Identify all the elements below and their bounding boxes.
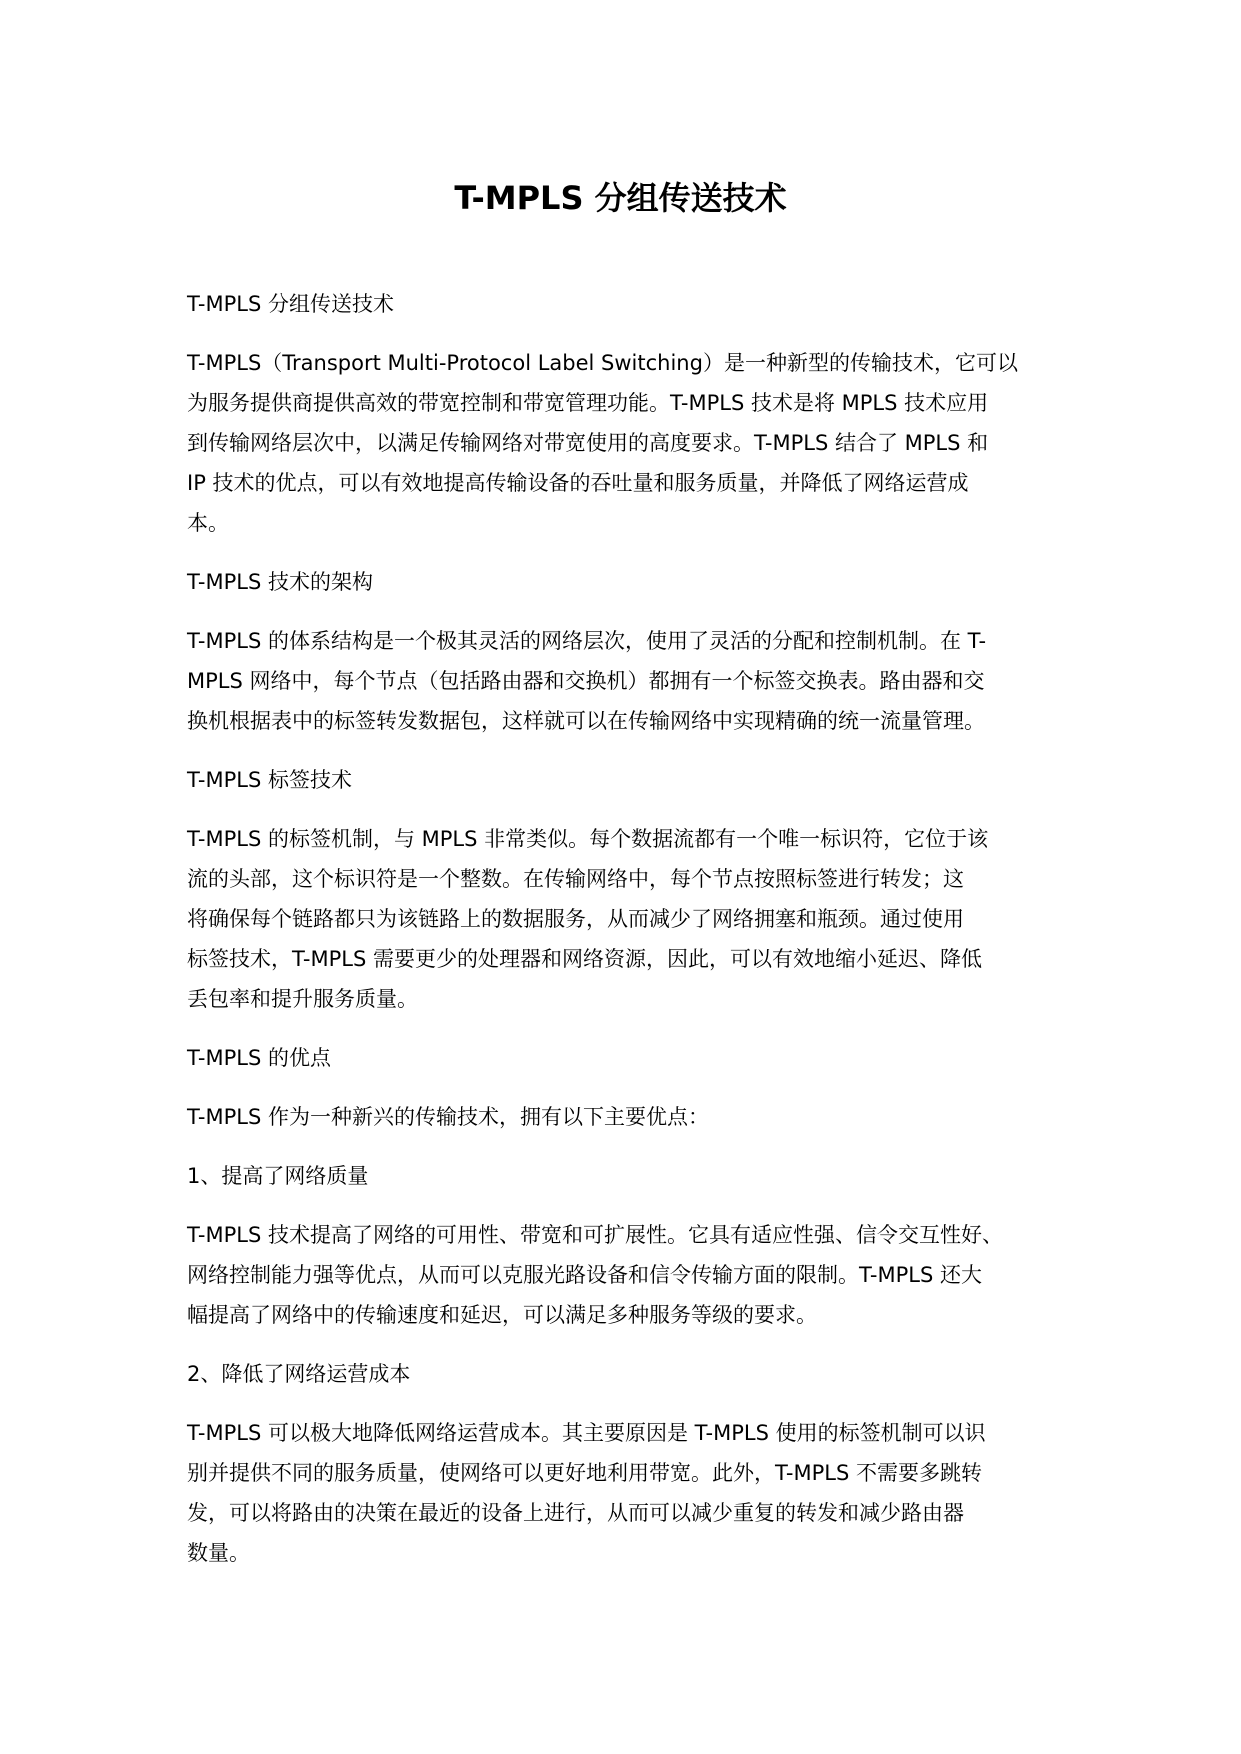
- paragraph-line: 标签技术，T-MPLS 需要更少的处理器和网络资源，因此，可以有效地缩小延迟、降低: [187, 947, 982, 971]
- paragraph: [187, 562, 1067, 602]
- paragraph-line: T-MPLS 的优点: [187, 1046, 331, 1070]
- paragraph-line: T-MPLS 技术的架构: [187, 570, 373, 594]
- paragraph-line: 为服务提供商提供高效的带宽控制和带宽管理功能。T-MPLS 技术是将 MPLS 技术应用: [187, 391, 989, 415]
- paragraph: [187, 1097, 1067, 1137]
- document-body: [187, 284, 1067, 1592]
- paragraph-line: 本。: [187, 511, 229, 535]
- paragraph: [187, 819, 1067, 1019]
- paragraph: [187, 1038, 1067, 1078]
- paragraph-line: T-MPLS 技术提高了网络的可用性、带宽和可扩展性。它具有适应性强、信令交互性好、: [187, 1223, 1003, 1247]
- paragraph-line: MPLS 网络中，每个节点（包括路由器和交换机）都拥有一个标签交换表。路由器和交: [187, 669, 985, 693]
- paragraph-line: T-MPLS 的体系结构是一个极其灵活的网络层次，使用了灵活的分配和控制机制。在 T-: [187, 629, 987, 653]
- paragraph-line: 发，可以将路由的决策在最近的设备上进行，从而可以减少重复的转发和减少路由器: [187, 1501, 964, 1525]
- paragraph: [187, 284, 1067, 324]
- paragraph-line: 将确保每个链路都只为该链路上的数据服务，从而减少了网络拥塞和瓶颈。通过使用: [187, 907, 964, 931]
- paragraph-line: IP 技术的优点，可以有效地提高传输设备的吞吐量和服务质量，并降低了网络运营成: [187, 471, 969, 495]
- paragraph-line: T-MPLS 作为一种新兴的传输技术，拥有以下主要优点：: [187, 1105, 709, 1129]
- paragraph-line: 幅提高了网络中的传输速度和延迟，可以满足多种服务等级的要求。: [187, 1303, 817, 1327]
- paragraph-line: 数量。: [187, 1541, 250, 1565]
- paragraph: [187, 1354, 1067, 1394]
- paragraph: [187, 1215, 1067, 1335]
- paragraph: [187, 343, 1067, 543]
- document-title: T-MPLS 分组传送技术: [454, 179, 787, 217]
- paragraph: [187, 1413, 1067, 1573]
- paragraph-line: 2、降低了网络运营成本: [187, 1362, 411, 1386]
- paragraph-line: T-MPLS 可以极大地降低网络运营成本。其主要原因是 T-MPLS 使用的标签机制可以识: [187, 1421, 986, 1445]
- paragraph-line: 换机根据表中的标签转发数据包，这样就可以在传输网络中实现精确的统一流量管理。: [187, 709, 985, 733]
- paragraph-line: 丢包率和提升服务质量。: [187, 987, 418, 1011]
- paragraph-line: T-MPLS 的标签机制，与 MPLS 非常类似。每个数据流都有一个唯一标识符，它位于该: [187, 827, 989, 851]
- paragraph: [187, 1156, 1067, 1196]
- paragraph-line: 到传输网络层次中，以满足传输网络对带宽使用的高度要求。T-MPLS 结合了 MPLS 和: [187, 431, 989, 455]
- paragraph-line: 1、提高了网络质量: [187, 1164, 369, 1188]
- paragraph-line: 网络控制能力强等优点，从而可以克服光路设备和信令传输方面的限制。T-MPLS 还大: [187, 1263, 982, 1287]
- paragraph-line: T-MPLS 标签技术: [187, 768, 352, 792]
- paragraph-line: T-MPLS（Transport Multi-Protocol Label Switching）是一种新型的传输技术，它可以: [187, 351, 1018, 375]
- paragraph: [187, 760, 1067, 800]
- paragraph-line: 流的头部，这个标识符是一个整数。在传输网络中，每个节点按照标签进行转发；这: [187, 867, 964, 891]
- paragraph-line: T-MPLS 分组传送技术: [187, 292, 394, 316]
- paragraph: [187, 621, 1067, 741]
- paragraph-line: 别并提供不同的服务质量，使网络可以更好地利用带宽。此外，T-MPLS 不需要多跳转: [187, 1461, 982, 1485]
